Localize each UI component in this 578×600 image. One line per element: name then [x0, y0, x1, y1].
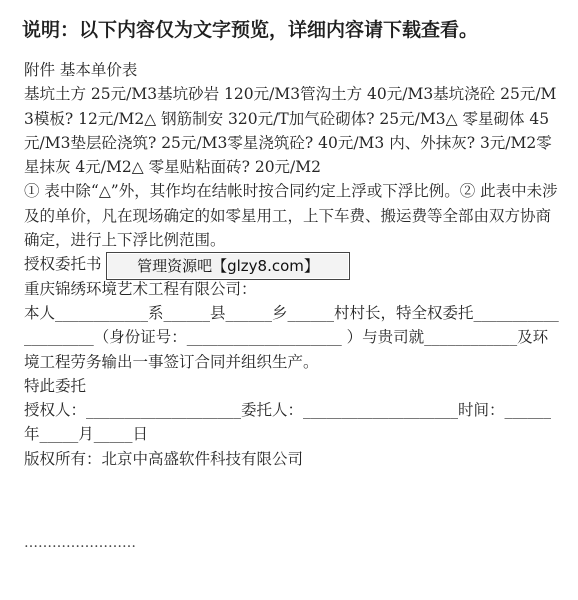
- price-notes-paragraph: ① 表中除“△”外，其作均在结帐时按合同约定上浮或下浮比例。② 此表中未涉及的单价，凡在现场确定的如零星用工，上下车费、搬运费等全部由双方协商确定，进行上下浮比例范围。: [24, 182, 558, 250]
- attachment-heading: 附件 基本单价表: [24, 61, 138, 79]
- trailing-ellipsis: ……………………: [24, 535, 136, 551]
- signature-date-line: 授权人：____________________委托人：____________________时间：______年_____月_____日: [24, 401, 552, 444]
- unit-price-paragraph: 基坑土方 25元/M3基坑砂岩 120元/M3管沟土方 40元/M3基坑浇砼 25元/M3模板? 12元/M2△ 钢筋制安 320元/T加气砼砌体? 25元/M3△ 零星砌体 45元/M3垫层砼浇筑? 25元/M3零星浇筑砼? 40元/M3 内、外抹灰? 3元/M2零星抹灰 4元/M2△ 零星贴粘面砖? 20元/M2: [24, 85, 557, 177]
- addressee-line: 重庆锦绣环境艺术工程有限公司：: [24, 279, 257, 298]
- authorization-statement: 本人____________系______县______乡______村村长，特全权委托____________________（身份证号：____________________ ）与贵司就____________及环境工程劳务输出一事签订合同并组织生产。: [24, 303, 559, 371]
- watermark-banner: 管理资源吧【glzy8.com】: [106, 252, 350, 280]
- hereby-authorize-line: 特此委托: [24, 376, 87, 395]
- authorization-title: 授权委托书: [24, 255, 102, 274]
- preview-notice: 说明：以下内容仅为文字预览，详细内容请下载查看。: [22, 19, 479, 41]
- copyright-line: 版权所有：北京中高盛软件科技有限公司: [24, 449, 304, 468]
